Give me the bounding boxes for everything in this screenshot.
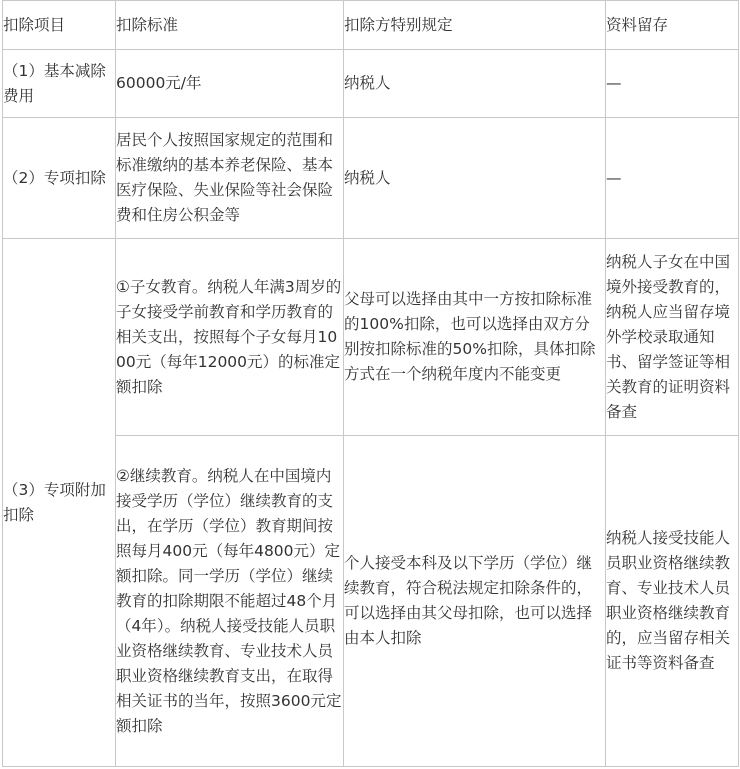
docs-cell: 纳税人子女在中国境外接受教育的，纳税人应当留存境外学校录取通知书、留学签证等相关教育的证明资料备查 [606, 239, 739, 436]
table-header-row [3, 1, 739, 50]
deduction-table [2, 0, 739, 767]
docs-cell: 纳税人接受技能人员职业资格继续教育、专业技术人员职业资格继续教育的，应当留存相关证书等资料备查 [606, 436, 739, 767]
header-docs: 资料留存 [606, 1, 739, 50]
rule-cell: 父母可以选择由其中一方按扣除标准的100%扣除，也可以选择由双方分别按扣除标准的50%扣除，具体扣除方式在一个纳税年度内不能变更 [344, 239, 606, 436]
standard-cell: ①子女教育。纳税人年满3周岁的子女接受学前教育和学历教育的相关支出，按照每个子女每月1000元（每年12000元）的标准定额扣除 [116, 239, 344, 436]
header-rule: 扣除方特别规定 [344, 1, 606, 50]
docs-cell: — [606, 118, 739, 239]
header-item: 扣除项目 [3, 1, 116, 50]
table-row [3, 239, 739, 436]
standard-cell: 60000元/年 [116, 50, 344, 118]
item-cell: （2）专项扣除 [3, 118, 116, 239]
rule-cell: 纳税人 [344, 50, 606, 118]
docs-cell: — [606, 50, 739, 118]
rule-cell: 个人接受本科及以下学历（学位）继续教育，符合税法规定扣除条件的，可以选择由其父母扣除，也可以选择由本人扣除 [344, 436, 606, 767]
standard-cell: 居民个人按照国家规定的范围和标准缴纳的基本养老保险、基本医疗保险、失业保险等社会保险费和住房公积金等 [116, 118, 344, 239]
table-row [3, 118, 739, 239]
item-cell: （3）专项附加扣除 [3, 239, 116, 767]
item-cell: （1）基本减除费用 [3, 50, 116, 118]
header-standard: 扣除标准 [116, 1, 344, 50]
standard-cell: ②继续教育。纳税人在中国境内接受学历（学位）继续教育的支出，在学历（学位）教育期间按照每月400元（每年4800元）定额扣除。同一学历（学位）继续教育的扣除期限不能超过48个月（4年）。纳税人接受技能人员职业资格继续教育、专业技术人员职业资格继续教育支出，在取得相关证书的当年，按照3600元定额扣除 [116, 436, 344, 767]
table-row [3, 50, 739, 118]
rule-cell: 纳税人 [344, 118, 606, 239]
